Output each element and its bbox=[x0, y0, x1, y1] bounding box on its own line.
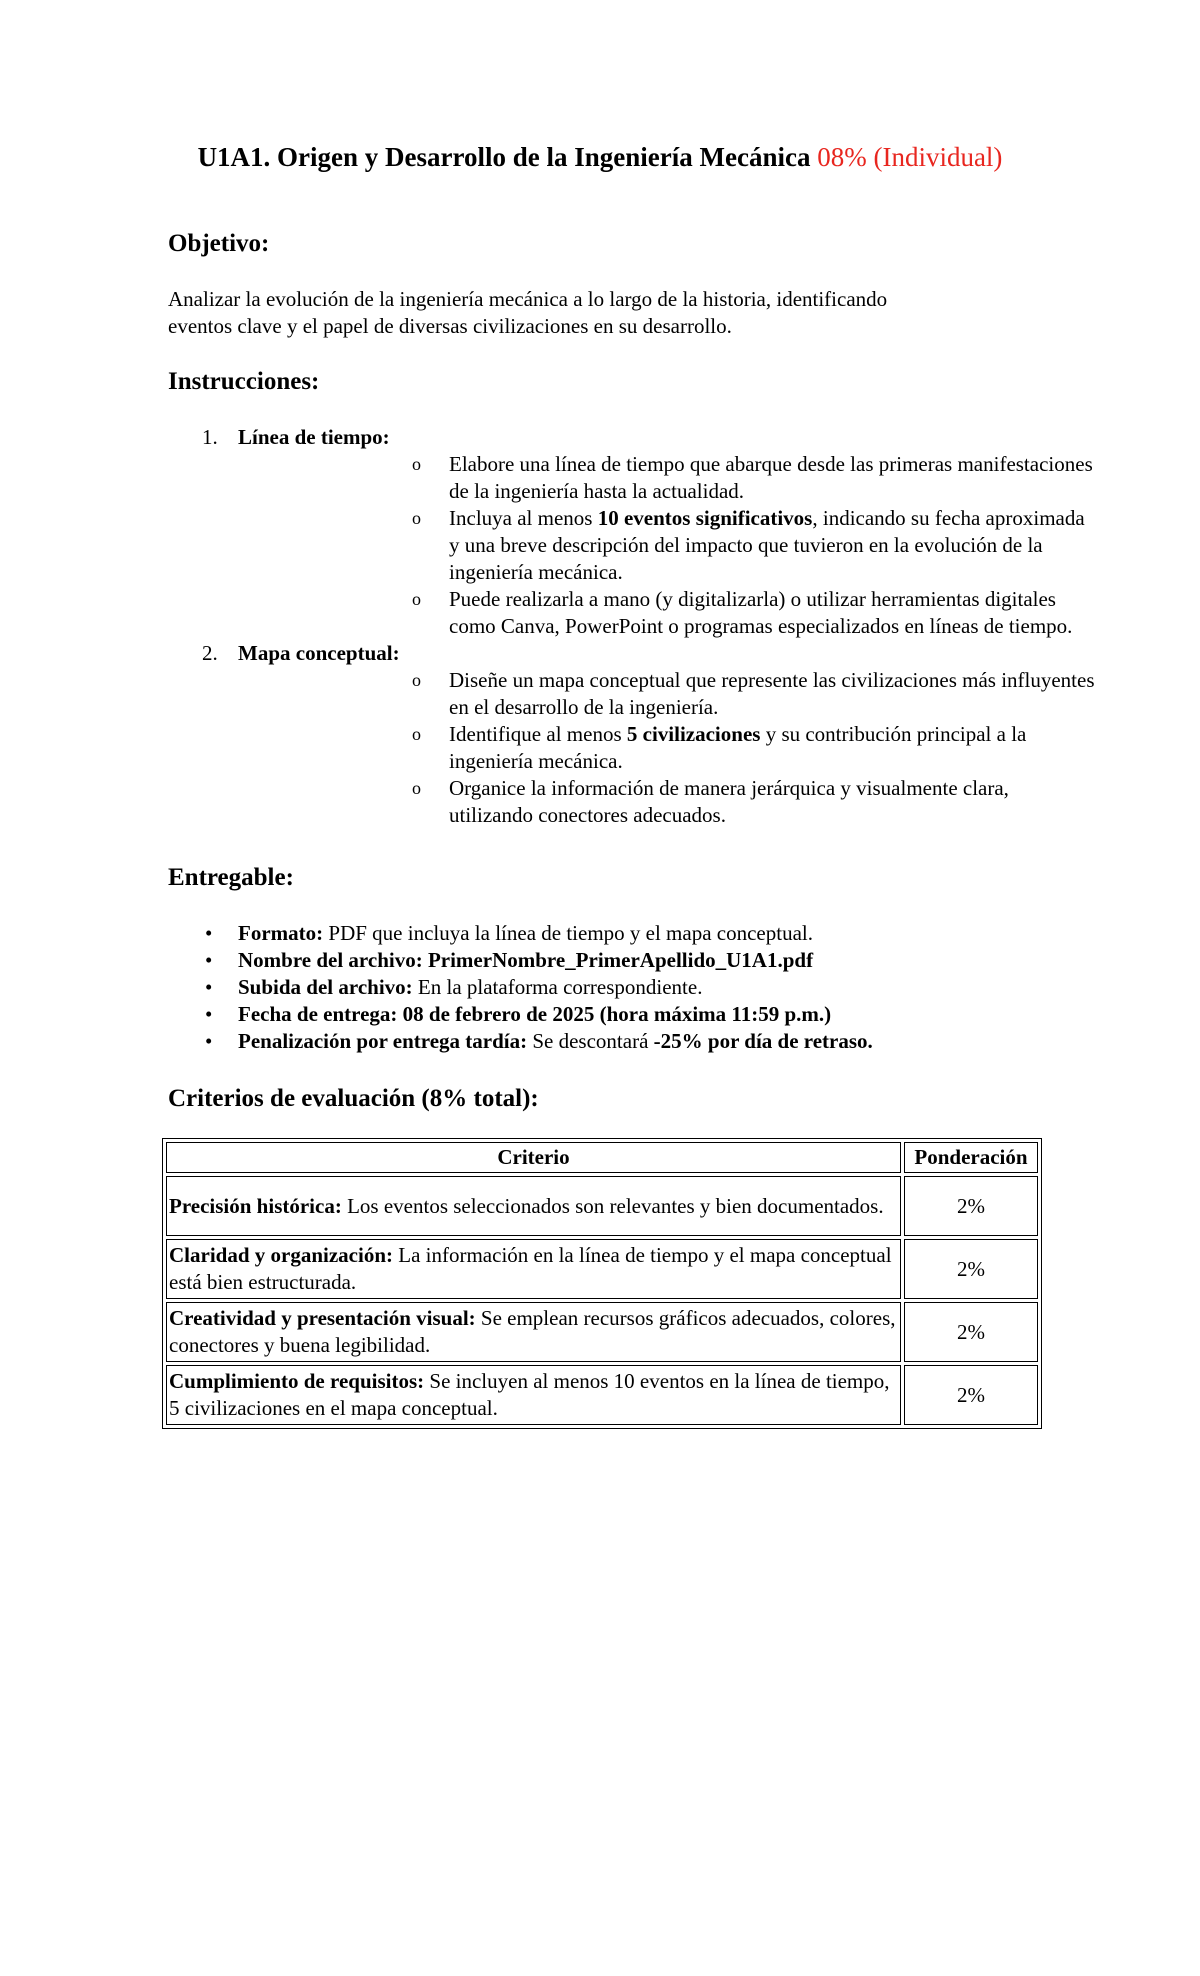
list-item-text bbox=[238, 1028, 873, 1055]
bullet-icon: • bbox=[205, 948, 213, 972]
text-line: Diseñe un mapa conceptual que represente las civilizaciones más influyentes bbox=[449, 668, 1095, 692]
criterio-cell bbox=[166, 1239, 901, 1299]
bullet-icon: • bbox=[205, 975, 213, 999]
table-row bbox=[166, 1365, 1038, 1425]
text-line bbox=[449, 505, 1189, 532]
text-run: , indicando su fecha aproximada bbox=[812, 506, 1085, 530]
text-line: utilizando conectores adecuados. bbox=[449, 803, 726, 827]
title-main: U1A1. Origen y Desarrollo de la Ingeniería Mecánica bbox=[197, 142, 811, 172]
hollow-bullet-icon: o bbox=[412, 508, 421, 528]
sub-item-text bbox=[449, 721, 1189, 775]
sub-item-text bbox=[449, 667, 1189, 721]
bold-run: Precisión histórica: bbox=[169, 1193, 342, 1218]
criterio-cell bbox=[166, 1365, 901, 1425]
list-item bbox=[168, 920, 1068, 947]
list-item-text bbox=[238, 974, 702, 1001]
hollow-bullet-icon: o bbox=[412, 724, 421, 744]
bold-run: Creatividad y presentación visual: bbox=[169, 1306, 476, 1330]
criterio-cell bbox=[166, 1176, 901, 1236]
text-line: Organice la información de manera jerárquica y visualmente clara, bbox=[449, 776, 1009, 800]
bold-run: Subida del archivo: bbox=[238, 975, 413, 999]
text-run: Los eventos seleccionados son relevantes y bien documentados. bbox=[341, 1193, 884, 1218]
text-line: en el desarrollo de la ingeniería. bbox=[449, 695, 719, 719]
text-run: En la plataforma correspondiente. bbox=[412, 975, 703, 999]
title-weight: 08% (Individual) bbox=[817, 142, 1003, 172]
text-line: ingeniería mecánica. bbox=[449, 749, 623, 773]
table-header-row bbox=[166, 1142, 1038, 1173]
text-run: PDF que incluya la línea de tiempo y el mapa conceptual. bbox=[323, 921, 813, 945]
bold-run: Fecha de entrega: 08 de febrero de 2025 (hora máxima 11:59 p.m.) bbox=[238, 1002, 832, 1026]
list-item bbox=[168, 974, 1068, 1001]
document-title bbox=[0, 140, 1200, 174]
text-run: y su contribución principal a la bbox=[760, 722, 1027, 746]
text-run: Se incluyen al menos 10 eventos en la línea de tiempo, 5 civilizaciones en el mapa conceptual. bbox=[169, 1369, 890, 1420]
criteria-table bbox=[162, 1138, 1042, 1429]
ponderacion-cell: 2% bbox=[904, 1302, 1038, 1362]
text-line: ingeniería mecánica. bbox=[449, 560, 623, 584]
criterio-cell bbox=[166, 1302, 901, 1362]
bold-run: Formato: bbox=[238, 921, 324, 945]
list-item bbox=[168, 1028, 1068, 1055]
bullet-icon: • bbox=[205, 1002, 213, 1026]
objetivo-line-1: Analizar la evolución de la ingeniería mecánica a lo largo de la historia, identificando bbox=[168, 287, 888, 311]
text-run: Se descontará bbox=[527, 1029, 654, 1053]
text-run: La información en la línea de tiempo y el mapa conceptual está bien estructurada. bbox=[169, 1243, 892, 1294]
sub-item-text bbox=[449, 451, 1189, 505]
list-item-text bbox=[238, 920, 813, 947]
text-line: de la ingeniería hasta la actualidad. bbox=[449, 479, 745, 503]
table-row bbox=[166, 1176, 1038, 1236]
item-number: 2. bbox=[202, 641, 218, 665]
ponderacion-cell: 2% bbox=[904, 1176, 1038, 1236]
text-run: Incluya al menos bbox=[449, 506, 598, 530]
hollow-bullet-icon: o bbox=[412, 454, 421, 474]
sub-item-text bbox=[449, 505, 1189, 586]
column-header-ponderacion: Ponderación bbox=[904, 1142, 1038, 1173]
bullet-icon: • bbox=[205, 921, 213, 945]
item-title-mapa-conceptual: Mapa conceptual: bbox=[238, 641, 400, 665]
table-row bbox=[166, 1239, 1038, 1299]
criterios-heading: Criterios de evaluación (8% total): bbox=[168, 1085, 539, 1112]
text-line bbox=[449, 721, 1189, 748]
text-run: Identifique al menos bbox=[449, 722, 627, 746]
text-line: Elabore una línea de tiempo que abarque desde las primeras manifestaciones bbox=[449, 452, 1093, 476]
entregable-heading: Entregable: bbox=[168, 864, 294, 891]
bold-run: Penalización por entrega tardía: bbox=[238, 1029, 528, 1053]
bullet-icon: • bbox=[205, 1029, 213, 1053]
hollow-bullet-icon: o bbox=[412, 778, 421, 798]
list-item-text bbox=[238, 1001, 831, 1028]
table-row bbox=[166, 1302, 1038, 1362]
ponderacion-cell: 2% bbox=[904, 1239, 1038, 1299]
list-item bbox=[168, 947, 1068, 974]
bold-run: Cumplimiento de requisitos: bbox=[169, 1369, 425, 1393]
text-line: y una breve descripción del impacto que tuvieron en la evolución de la bbox=[449, 533, 1043, 557]
objetivo-text bbox=[168, 286, 1048, 340]
item-number: 1. bbox=[202, 425, 218, 449]
bold-run: Nombre del archivo: PrimerNombre_PrimerApellido_U1A1.pdf bbox=[238, 948, 814, 972]
objetivo-line-2: eventos clave y el papel de diversas civilizaciones en su desarrollo. bbox=[168, 314, 732, 338]
bold-run: -25% por día de retraso. bbox=[653, 1029, 873, 1053]
instrucciones-heading: Instrucciones: bbox=[168, 368, 320, 395]
objetivo-heading: Objetivo: bbox=[168, 230, 270, 257]
hollow-bullet-icon: o bbox=[412, 670, 421, 690]
hollow-bullet-icon: o bbox=[412, 589, 421, 609]
sub-item-text bbox=[449, 775, 1189, 829]
text-line: Puede realizarla a mano (y digitalizarla) o utilizar herramientas digitales bbox=[449, 587, 1056, 611]
text-line: como Canva, PowerPoint o programas especializados en líneas de tiempo. bbox=[449, 614, 1073, 638]
list-item-text bbox=[238, 947, 813, 974]
bold-run: Claridad y organización: bbox=[169, 1243, 393, 1267]
item-title-linea-de-tiempo: Línea de tiempo: bbox=[238, 425, 390, 449]
ponderacion-cell: 2% bbox=[904, 1365, 1038, 1425]
list-item bbox=[168, 1001, 1068, 1028]
bold-run: 10 eventos significativos bbox=[597, 506, 813, 530]
sub-item-text bbox=[449, 586, 1189, 640]
bold-run: 5 civilizaciones bbox=[626, 722, 761, 746]
text-run: Se emplean recursos gráficos adecuados, colores, conectores y buena legibilidad. bbox=[169, 1306, 896, 1357]
column-header-criterio: Criterio bbox=[166, 1142, 901, 1173]
